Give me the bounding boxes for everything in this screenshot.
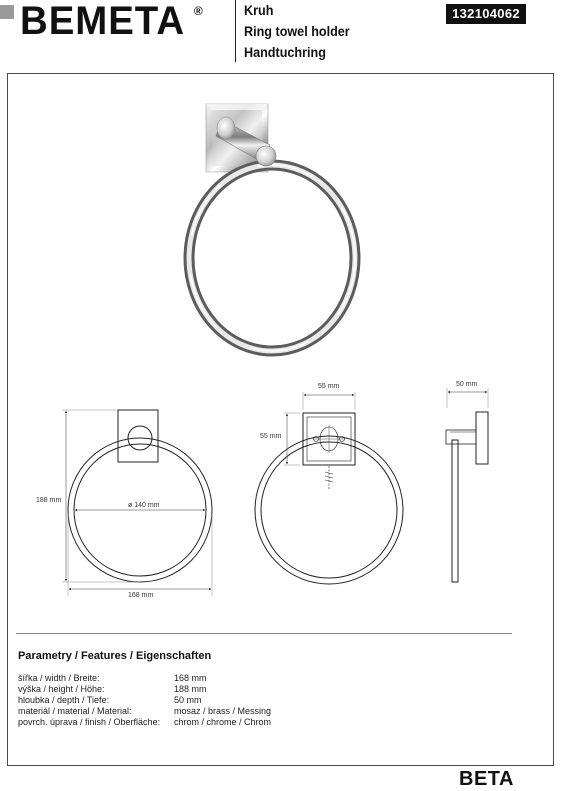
product-name-en: Ring towel holder — [244, 23, 350, 39]
rear-view-drawing — [255, 392, 403, 584]
feature-value: 50 mm — [174, 695, 202, 705]
feature-row — [18, 706, 338, 717]
feature-row — [18, 695, 338, 706]
dim-rear-width: 55 mm — [318, 383, 340, 390]
product-name-cz: Kruh — [244, 2, 274, 18]
feature-label: povrch. úprava / finish / Oberfläche: — [18, 717, 161, 727]
features-title: Parametry / Features / Eigenschaften — [18, 650, 212, 662]
series-name: BETA — [459, 768, 514, 790]
dim-front-width: 168 mm — [128, 592, 154, 599]
dim-front-diameter: ø 140 mm — [128, 502, 160, 509]
dim-front-height: 188 mm — [36, 497, 62, 504]
product-photo — [189, 104, 355, 351]
feature-value: 168 mm — [174, 673, 207, 683]
feature-label: šířka / width / Breite: — [18, 673, 100, 683]
feature-value: chrom / chrome / Chrom — [174, 717, 272, 727]
feature-label: hloubka / depth / Tiefe: — [18, 695, 110, 705]
feature-label: materiál / material / Material: — [18, 706, 132, 716]
dim-rear-height: 55 mm — [260, 433, 282, 440]
registered-mark: ® — [193, 4, 203, 18]
section-divider — [16, 633, 512, 634]
feature-label: výška / height / Höhe: — [18, 684, 105, 694]
features-table — [18, 673, 338, 728]
logo-text: BEMETA — [20, 0, 186, 43]
feature-value: mosaz / brass / Messing — [174, 706, 272, 716]
dim-side-depth: 50 mm — [456, 381, 478, 388]
feature-row — [18, 684, 338, 695]
side-view-drawing — [446, 388, 488, 582]
feature-row — [18, 717, 338, 728]
product-name-de: Handtuchring — [244, 44, 326, 60]
feature-value: 188 mm — [174, 684, 207, 694]
feature-row — [18, 673, 338, 684]
product-code-badge: 132104062 — [446, 4, 526, 24]
